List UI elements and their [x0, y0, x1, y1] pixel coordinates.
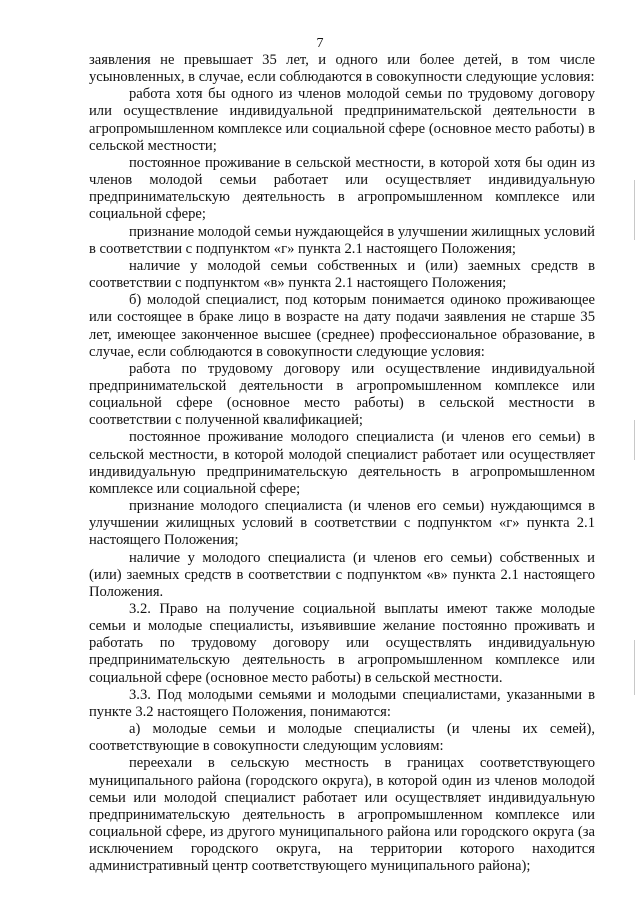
paragraph: наличие у молодого специалиста (и членов его семьи) собственных и (или) заемных средств в соответствии с подпунктом «в» пункта 2.1 настоящего Положения. — [89, 549, 595, 600]
scan-edge-mark — [634, 180, 635, 240]
paragraph: наличие у молодой семьи собственных и (или) заемных средств в соответствии с подпунктом «в» пункта 2.1 настоящего Положения; — [89, 257, 595, 292]
document-body — [89, 52, 595, 876]
paragraph: 3.3. Под молодыми семьями и молодыми специалистами, указанными в пункте 3.2 настоящего Положения, понимаются: — [89, 686, 595, 720]
paragraph: признание молодого специалиста (и членов его семьи) нуждающимся в улучшении жилищных условий в соответствии с подпунктом «г» пункта 2.1 настоящего Положения; — [89, 498, 595, 549]
paragraph: работа хотя бы одного из членов молодой семьи по трудовому договору или осуществление индивидуальной предпринимательской деятельности в агропромышленном комплексе или социальной сфере (основное место работы) в сельской местности; — [89, 86, 595, 154]
paragraph: б) молодой специалист, под которым понимается одиноко проживающее или состоящее в браке лицо в возрасте на дату подачи заявления не старше 35 лет, имеющее законченное высшее (среднее) профессиональное образование, в случае, если соблюдаются в совокупности следующие условия: — [89, 292, 595, 360]
paragraph: 3.2. Право на получение социальной выплаты имеют также молодые семьи и молодые специалисты, изъявившие желание постоянно проживать и работать по трудовому договору или осуществлять индивидуальную предпринимательскую деятельность в агропромышленном комплексе или социальной сфере (основное место работы) в сельской местности. — [89, 601, 595, 686]
paragraph: а) молодые семьи и молодые специалисты (и члены их семей), соответствующие в совокупности следующим условиям: — [89, 721, 595, 755]
paragraph-continuation: заявления не превышает 35 лет, и одного или более детей, в том числе усыновленных, в случае, если соблюдаются в совокупности следующие условия: — [89, 52, 595, 86]
scan-edge-mark — [634, 640, 635, 695]
paragraph: постоянное проживание в сельской местности, в которой хотя бы один из членов молодой семьи работает или осуществляет индивидуальную предпринимательскую деятельность в агропромышленном комплексе или социальной сфере; — [89, 154, 595, 223]
paragraph: переехали в сельскую местность в границах соответствующего муниципального района (городского округа), в которой один из членов молодой семьи или молодой специалист работает или осуществляет индивидуальную предпринимательскую деятельность в агропромышленном комплексе или социальной сфере, из другого муниципального района или городского округа (за исключением городского округа, на территории которого находится административный центр соответствующего муниципального района); — [89, 755, 595, 875]
paragraph: признание молодой семьи нуждающейся в улучшении жилищных условий в соответствии с подпунктом «г» пункта 2.1 настоящего Положения; — [89, 223, 595, 257]
paragraph: работа по трудовому договору или осуществление индивидуальной предпринимательской деятельности в агропромышленном комплексе или социальной сфере (основное место работы) в сельской местности в соответствии с полученной квалификацией; — [89, 360, 595, 429]
scan-edge-mark — [634, 420, 635, 460]
page-number: 7 — [316, 36, 324, 51]
paragraph: постоянное проживание молодого специалиста (и членов его семьи) в сельской местности, в которой молодой специалист работает или осуществляет индивидуальную предпринимательскую деятельность в агропромышленном комплексе или социальной сфере; — [89, 429, 595, 497]
